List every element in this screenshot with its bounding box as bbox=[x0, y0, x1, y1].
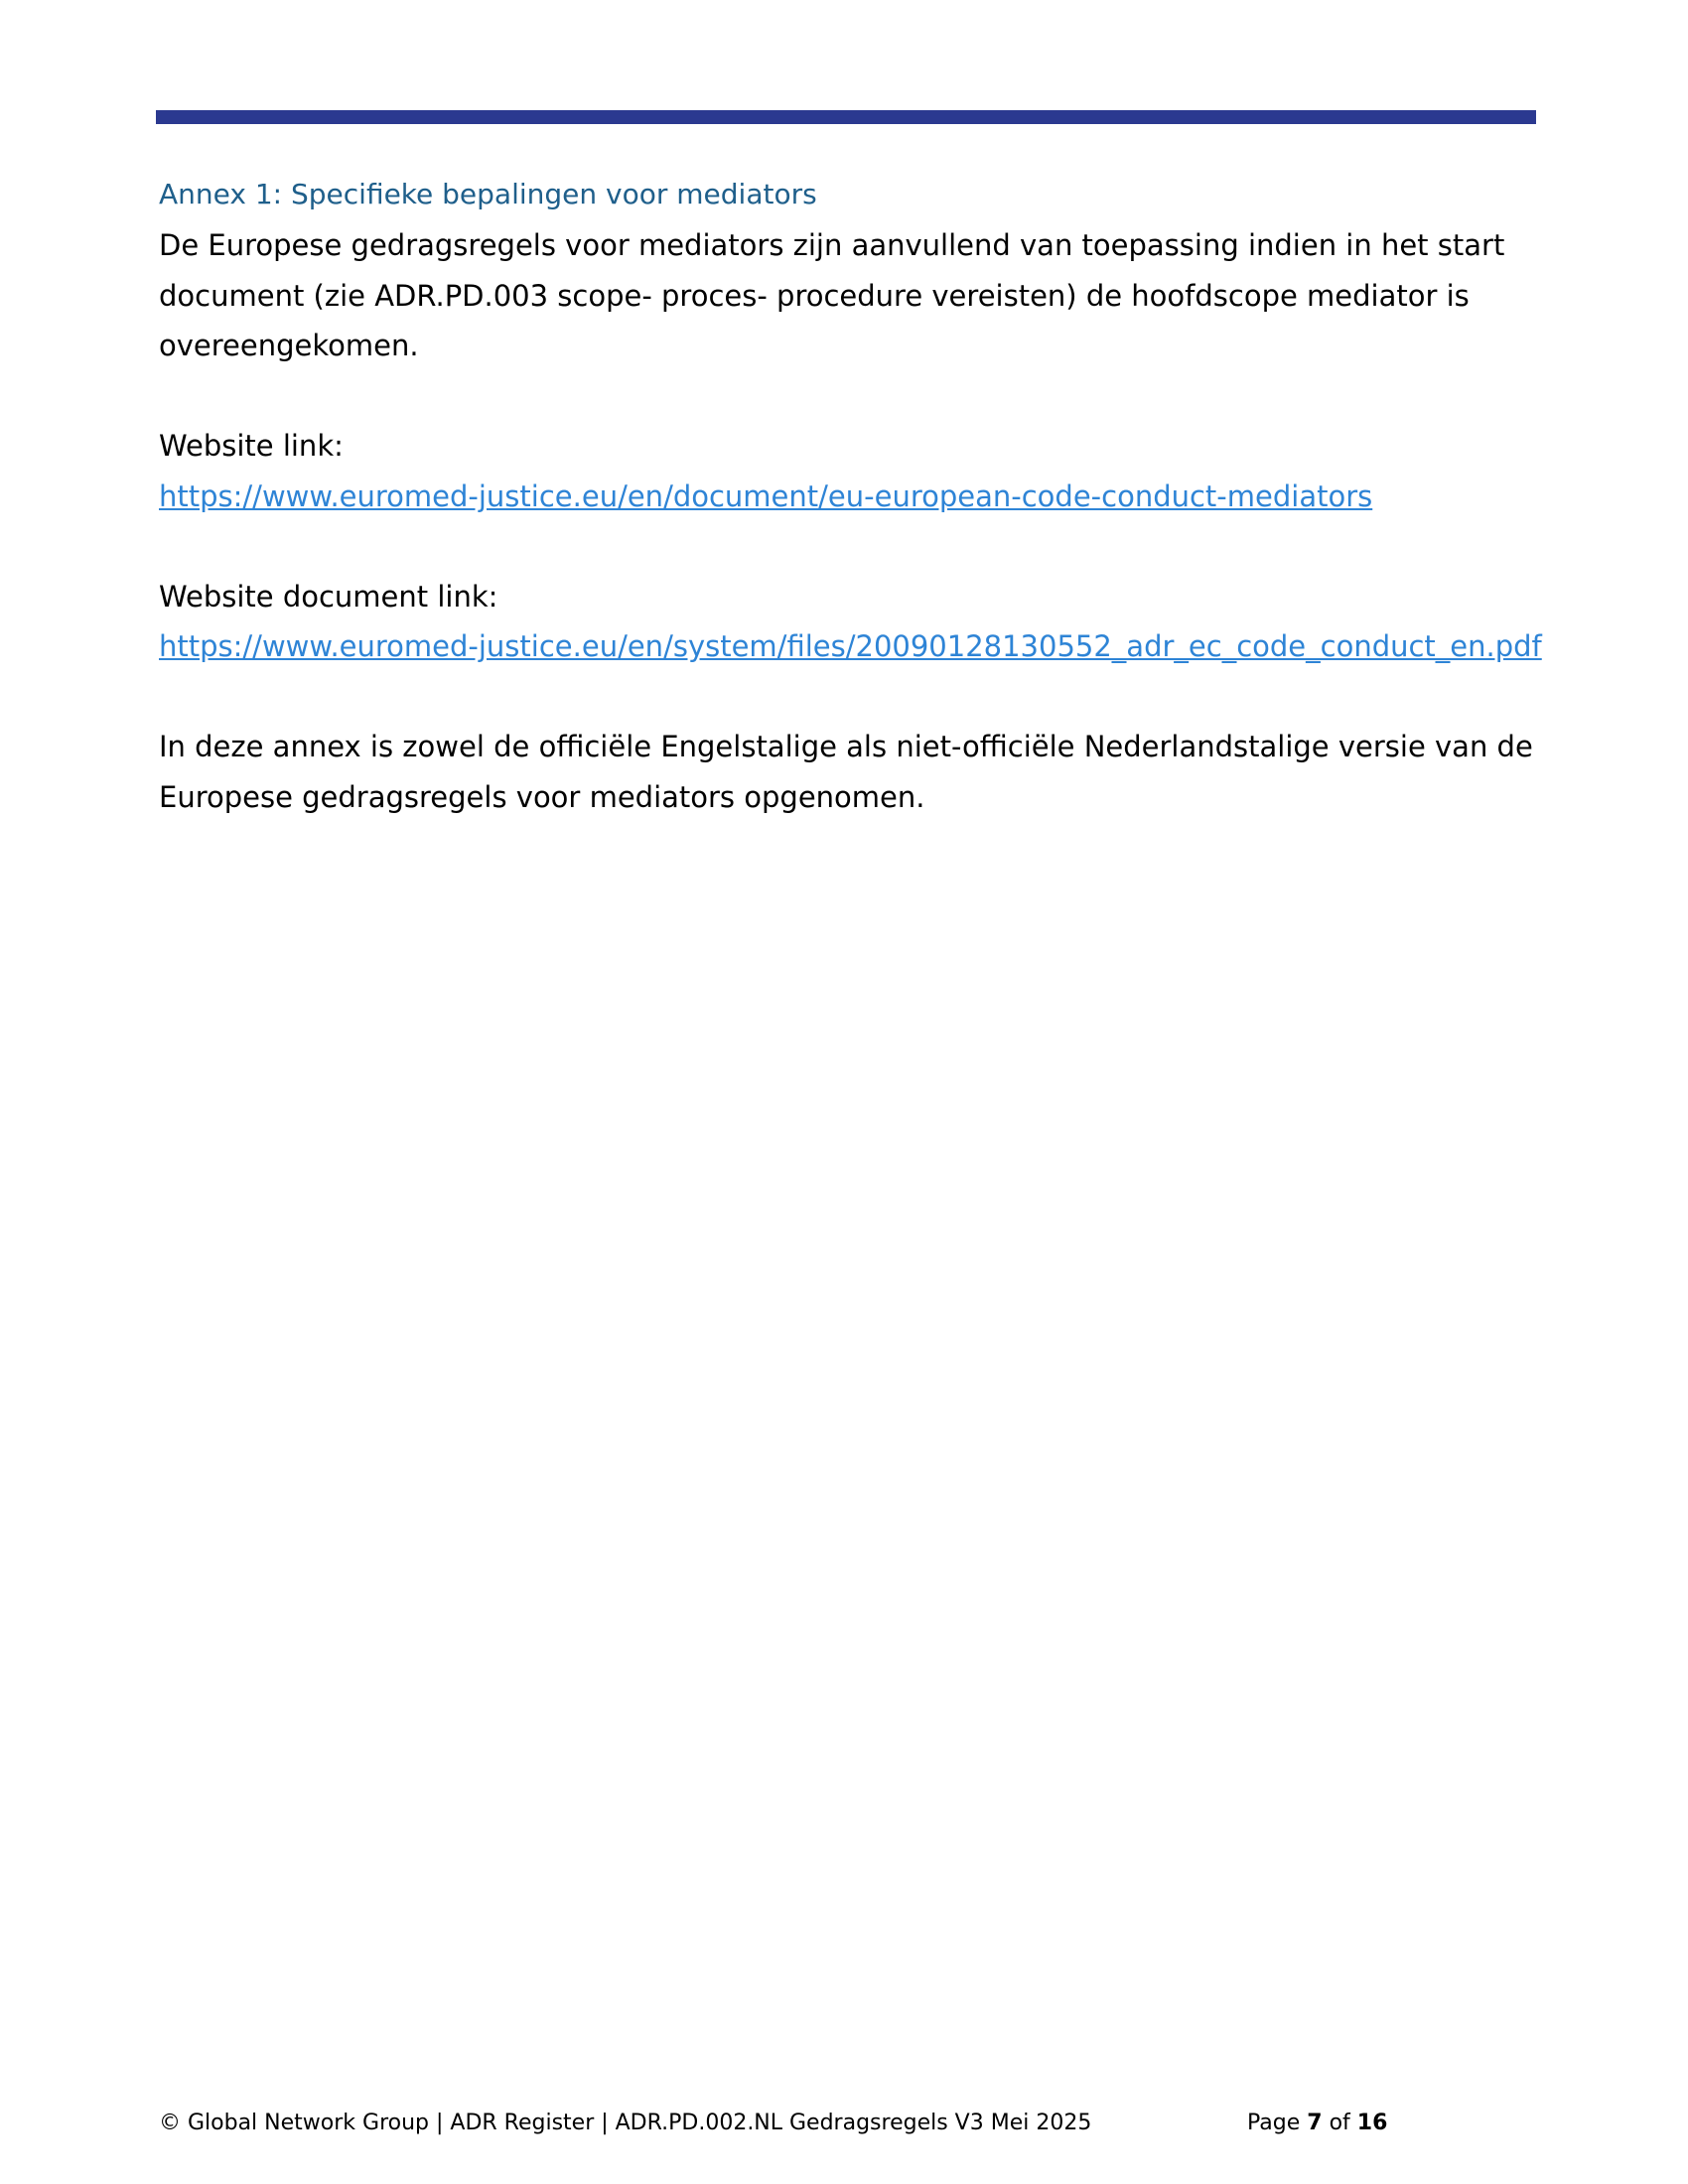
website-link-label: Website link: bbox=[159, 429, 344, 463]
footer-copyright: © Global Network Group | ADR Register | ADR.PD.002.NL Gedragsregels V3 Mei 2025 bbox=[159, 2111, 1092, 2135]
page-total: 16 bbox=[1356, 2111, 1388, 2135]
intro-line: document (zie ADR.PD.003 scope- proces- procedure vereisten) de hoofdscope mediator is bbox=[159, 278, 1470, 313]
spacer bbox=[159, 672, 1539, 723]
closing-line: In deze annex is zowel de officiële Engelstalige als niet-officiële Nederlandstalige versie van de bbox=[159, 730, 1533, 763]
header-rule bbox=[156, 110, 1536, 124]
document-link[interactable]: https://www.euromed-justice.eu/en/system/files/20090128130552_adr_ec_code_conduct_en.pdf bbox=[159, 629, 1542, 663]
page-word: Page bbox=[1247, 2111, 1301, 2135]
spacer bbox=[159, 521, 1539, 572]
annex-heading: Annex 1: Specifieke bepalingen voor mediators bbox=[159, 178, 817, 210]
document-link-label: Website document link: bbox=[159, 579, 498, 614]
intro-line: De Europese gedragsregels voor mediators zijn aanvullend van toepassing indien in het start bbox=[159, 228, 1505, 262]
website-link[interactable]: https://www.euromed-justice.eu/en/document/eu-european-code-conduct-mediators bbox=[159, 478, 1373, 513]
of-word: of bbox=[1329, 2111, 1350, 2135]
spacer bbox=[159, 371, 1539, 422]
page-current: 7 bbox=[1307, 2111, 1323, 2135]
page-content bbox=[159, 169, 1542, 822]
closing-line: Europese gedragsregels voor mediators opgenomen. bbox=[159, 779, 925, 814]
closing-paragraph bbox=[159, 722, 1539, 822]
intro-paragraph bbox=[159, 220, 1539, 371]
intro-line: overeengekomen. bbox=[159, 329, 419, 362]
page-number bbox=[1247, 2109, 1387, 2138]
